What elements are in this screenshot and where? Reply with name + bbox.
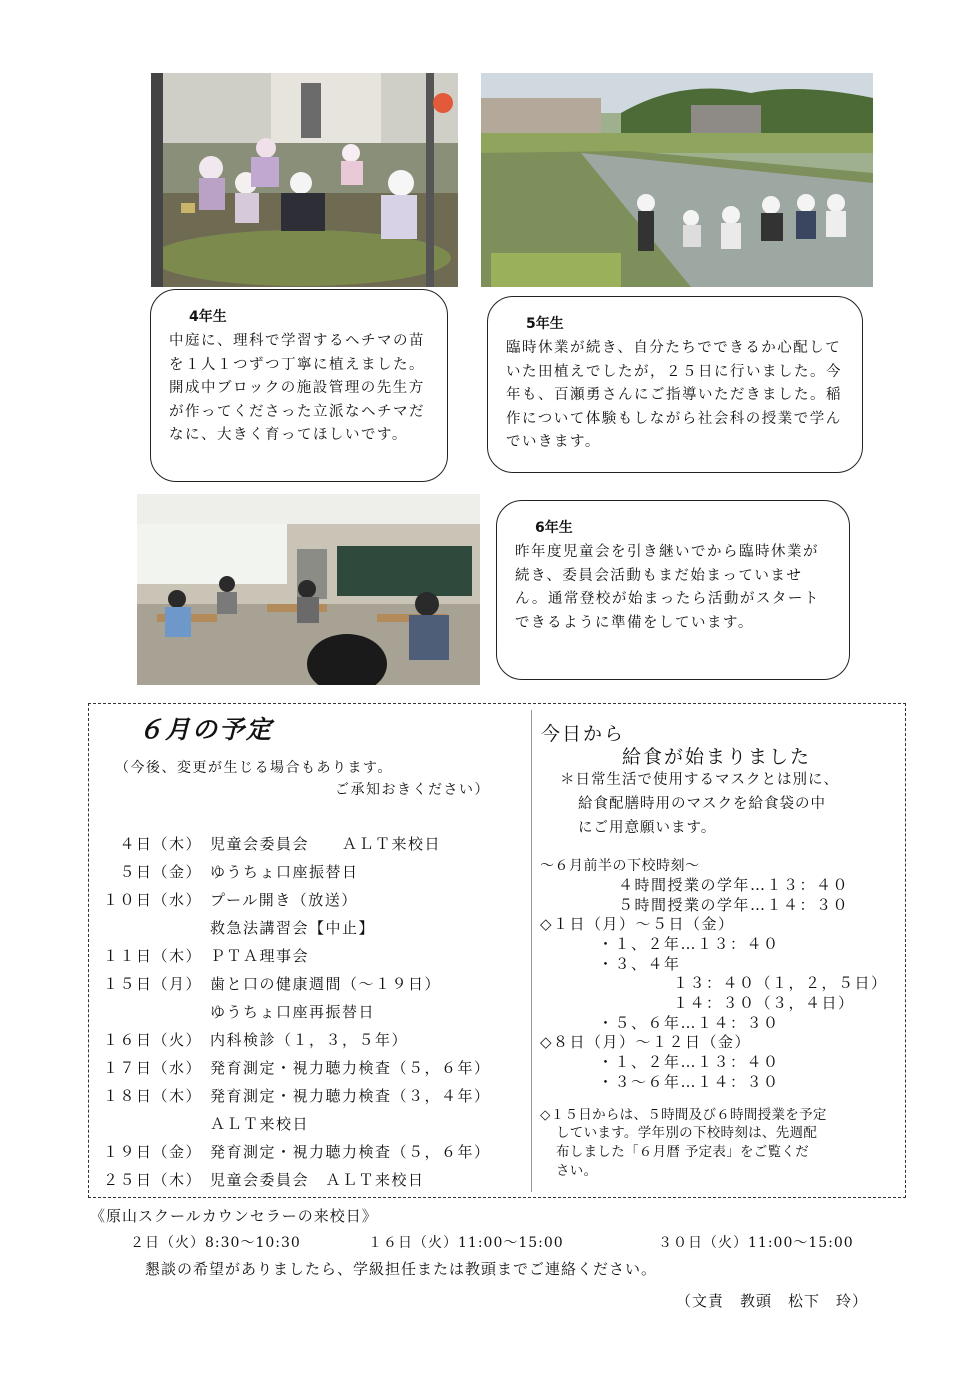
counselor-title: 《原山スクールカウンセラーの来校日》	[90, 1207, 378, 1225]
grade5-text: 臨時休業が続き、自分たちでできるか心配していた田植えでしたが，２５日に行いました。今年も、百瀬勇さんにご指導いただきました。稲作について体験もしながら社会科の授業で学んでいきます。	[506, 340, 842, 450]
event-text: 発育測定・視力聴力検査（５，６年）	[210, 1059, 491, 1077]
dismissal-n4: さい。	[556, 1163, 598, 1179]
event-text: ゆうちょ口座再振替日	[210, 1003, 376, 1021]
photo-grade5-rice-planting	[481, 73, 873, 287]
event-row	[90, 861, 359, 882]
grade4-text: 中庭に、理科で学習するヘチマの苗を１人１つずつ丁寧に植えました。開成中ブロックの施設管理の先生方が作ってくださった立派なヘチマだなに、大きく育ってほしいです。	[169, 333, 425, 443]
event-row	[90, 1057, 491, 1078]
grade6-text: 昨年度児童会を引き継いでから臨時休業が続き、委員会活動もまだ始まっていません。通常登校が始まったら活動がスタートできるように準備をしています。	[515, 544, 820, 631]
lunch-line-1: 今日から	[541, 723, 626, 745]
event-date: １９日（金）	[102, 1143, 202, 1161]
event-row	[90, 973, 441, 994]
dismissal-l1: ４時間授業の学年…１３：４０	[618, 876, 850, 894]
dismissal-w1b: ・３、４年	[598, 955, 681, 973]
event-row	[90, 1141, 491, 1162]
dismissal-n1: ◇１５日からは、５時間及び６時間授業を予定	[540, 1107, 827, 1123]
event-row	[90, 945, 309, 966]
dismissal-w2a: ・１、２年…１３：４０	[598, 1053, 780, 1071]
lunch-line-2: 給食が始まりました	[622, 746, 812, 768]
schedule-note-1: （今後、変更が生じる場合もあります。	[115, 760, 393, 776]
event-text: 内科検診（１，３，５年）	[210, 1031, 409, 1049]
event-text: ＡＬＴ来校日	[210, 1115, 310, 1133]
event-row	[90, 1029, 408, 1050]
event-text: 児童会委員会 ＡＬＴ来校日	[210, 1171, 425, 1189]
event-row	[90, 833, 441, 854]
event-text: プール開き（放送）	[210, 891, 358, 909]
dismissal-w2: ◇８日（月）～１２日（金）	[540, 1033, 752, 1051]
event-date: ５日（金）	[119, 863, 202, 881]
event-date: ４日（木）	[119, 835, 202, 853]
dismissal-w1c: １３：４０（１，２，５日）	[673, 974, 888, 992]
event-text: 歯と口の健康週間（～１９日）	[210, 975, 442, 993]
event-date: ２５日（木）	[102, 1171, 202, 1189]
event-row	[90, 1001, 375, 1022]
grade5-heading: 5年生	[526, 316, 564, 332]
schedule-note-2: ご承知おきください）	[335, 782, 490, 798]
event-date: １５日（月）	[102, 975, 202, 993]
counselor-date-2: １６日（火）11:00～15:00	[368, 1235, 564, 1251]
grade6-heading: 6年生	[535, 520, 573, 536]
grade4-heading: 4年生	[189, 309, 227, 325]
grade4-caption	[150, 289, 448, 482]
event-text: 発育測定・視力聴力検査（５，６年）	[210, 1143, 491, 1161]
author-signature: （文責 教頭 松下 玲）	[676, 1292, 869, 1310]
dismissal-w1e: ・５、６年…１４：３０	[598, 1014, 780, 1032]
event-text: 発育測定・視力聴力検査（３，４年）	[210, 1087, 491, 1105]
event-row	[90, 1085, 491, 1106]
event-text: ＰＴＡ理事会	[210, 947, 310, 965]
event-row	[90, 917, 375, 938]
event-date: １０日（水）	[102, 891, 202, 909]
event-date: １８日（木）	[102, 1087, 202, 1105]
event-row	[90, 1169, 425, 1190]
counselor-date-3: ３０日（火）11:00～15:00	[658, 1235, 854, 1251]
event-text: 児童会委員会 ＡＬＴ来校日	[210, 835, 442, 853]
lunch-mask-3: にご用意願います。	[578, 820, 717, 836]
counselor-note: 懇談の希望がありましたら、学級担任または教頭までご連絡ください。	[145, 1260, 658, 1278]
lunch-mask-1: ＊日常生活で使用するマスクとは別に、	[560, 772, 839, 788]
dismissal-w1a: ・１、２年…１３：４０	[598, 935, 780, 953]
dismissal-n2: しています。学年別の下校時刻は、先週配	[556, 1125, 818, 1141]
photo-grade4-planting	[151, 73, 458, 287]
event-text: ゆうちょ口座振替日	[210, 863, 359, 881]
schedule-title: ６月の予定	[138, 715, 274, 744]
dismissal-w1d: １４：３０（３，４日）	[673, 994, 855, 1012]
grade5-caption	[487, 296, 863, 473]
event-text: 救急法講習会【中止】	[210, 919, 376, 937]
event-row	[90, 889, 358, 910]
event-date: １１日（木）	[102, 947, 202, 965]
dismissal-heading: ～６月前半の下校時刻～	[540, 858, 700, 874]
event-date: １７日（水）	[102, 1059, 202, 1077]
schedule-divider	[531, 710, 532, 1192]
grade6-caption	[496, 500, 850, 680]
event-row	[90, 1113, 309, 1134]
event-date: １６日（火）	[102, 1031, 202, 1049]
dismissal-w2b: ・３～６年…１４：３０	[598, 1073, 780, 1091]
dismissal-n3: 布しました「６月暦 予定表」をご覧くだ	[556, 1144, 809, 1160]
photo-grade6-classroom	[137, 494, 480, 685]
counselor-date-1: ２日（火）8:30～10:30	[130, 1235, 301, 1251]
dismissal-l2: ５時間授業の学年…１４：３０	[618, 896, 850, 914]
dismissal-w1: ◇１日（月）～５日（金）	[540, 915, 735, 933]
lunch-mask-2: 給食配膳時用のマスクを給食袋の中	[578, 796, 826, 812]
